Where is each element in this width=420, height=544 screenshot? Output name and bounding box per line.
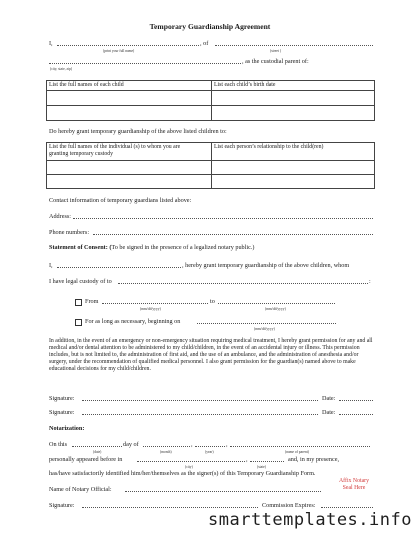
children-birthdate-header: List each child’s birth date	[212, 81, 375, 91]
notary-city-field[interactable]	[137, 456, 245, 462]
children-table	[46, 80, 375, 121]
document-page: Temporary Guardianship Agreement I, , of (print your full name) (street ) , as the custodial parent of: (city, state, zip) List the full names of each child List each child’s birth date Do hereby grant temporary guardianship of the above listed children to: List the full names of the individual (s) to whom you are granting temporary custody List each person’s relationship to the child(ren) Contact information of temporary guardians listed above: Address: Phone numbers: Statement of Consent: (To be signed in the presence of a legalized notary public.) I, , hereby grant temporary guardianship of the above children, whom I have legal custody of to : From to (mm/dd/yyyy) (mm/dd/yyyy) For as long as necessary, beginning on (mm/dd/yyyy) In addition, in the event of an emergency or non-emergency situation requiring medical treatment, I hereby grant permission for any and all medical and/or dental attention to be administered to my child/children, in the event of an accidental injury or illness. This permission includes, but is not limited to, the administration of first aid, and the use of an ambulance, and the administration of anesthesia and/or surgery, under the recommendation of qualified medical personnel. I also grant permission for the guardian(s) named above to make educational decisions for my child/children. Signature: Date: Signature: Date: Notarization: On this day of , , (date) (month) (year) (name of parent) personally appeared before in , and, in my presence, (city) (state) has/have satisfactorily identified him/her/themselves as the signer(s) of this Temporary Guardianship Form. Affix Notary Seal Here Name of Notary Official: Signature: Commission Expires: smarttemplates.info	[0, 0, 420, 544]
address-field[interactable]	[73, 213, 373, 219]
parent-name-field[interactable]	[230, 441, 370, 447]
notary-month-field[interactable]	[143, 441, 190, 447]
notary-year-field[interactable]	[195, 441, 225, 447]
children-table-cell[interactable]	[47, 91, 212, 106]
i-label: I,	[49, 40, 53, 47]
to-date-caption: (mm/dd/yyyy)	[265, 307, 286, 311]
custody-text: I have legal custody of to	[49, 278, 112, 285]
on-this-label: On this	[49, 441, 68, 448]
identified-text: has/have satisfactorily identified him/her/themselves as the signer(s) of this Temporary Guardianship Form.	[49, 470, 316, 477]
children-table-cell[interactable]	[47, 106, 212, 121]
as-long-label: For as long as necessary, beginning on	[85, 318, 181, 325]
full-name-caption: (print your full name)	[103, 49, 135, 53]
notarization-heading: Notarization:	[49, 425, 85, 432]
guardians-table-cell[interactable]	[47, 175, 212, 189]
month-caption: (month)	[160, 450, 172, 454]
phone-label: Phone numbers:	[49, 229, 90, 236]
address-label: Address:	[49, 213, 71, 220]
affix-notary-seal: Affix Notary Seal Here	[339, 478, 369, 491]
signature-field-1[interactable]	[82, 395, 318, 401]
guardians-table-cell[interactable]	[212, 175, 375, 189]
medical-consent-paragraph: In addition, in the event of an emergency or non-emergency situation requiring medical treatment, I hereby grant permission for any and all medical and/or dental attention to be administered to my child/children, in the event of an accidental injury or illness. This permission includes, but is not limited to, the administration of first aid, and the use of an ambulance, and the administration of anesthesia and/or surgery, under the recommendation of qualified medical personnel. I also grant permission for the guardian(s) named above to make educational decisions for my child/children.	[49, 338, 373, 373]
date-label-1: Date:	[322, 395, 336, 402]
presence-text: and, in my presence,	[288, 456, 340, 463]
date-field-2[interactable]	[339, 409, 373, 415]
contact-info-heading: Contact information of temporary guardians listed above:	[49, 197, 192, 204]
beginning-date-caption: (mm/dd/yyyy)	[254, 327, 275, 331]
year-caption: (year)	[205, 450, 214, 454]
notary-date-field[interactable]	[72, 441, 122, 447]
street-field[interactable]	[215, 40, 373, 46]
consent-grant-text: , hereby grant temporary guardianship of the above children, whom	[182, 262, 350, 269]
consent-name-field[interactable]	[57, 262, 181, 268]
state-caption: (state)	[257, 465, 266, 469]
notary-name-label: Name of Notary Official:	[49, 486, 112, 493]
city-state-zip-field[interactable]	[49, 58, 241, 64]
to-label: to	[210, 298, 215, 305]
personally-appeared-text: personally appeared before in	[49, 456, 123, 463]
grant-text: Do hereby grant temporary guardianship of the above listed children to:	[49, 128, 227, 135]
watermark-text: smarttemplates.info	[208, 510, 412, 530]
commission-expires-field[interactable]	[321, 502, 373, 508]
guardians-table	[46, 142, 375, 189]
consent-i-label: I,	[49, 262, 53, 269]
from-checkbox[interactable]	[75, 299, 82, 306]
children-table-cell[interactable]	[212, 106, 375, 121]
guardians-table-cell[interactable]	[212, 161, 375, 175]
guardians-relationship-header: List each person’s relationship to the child(ren)	[212, 143, 375, 161]
to-date-field[interactable]	[218, 298, 335, 304]
custody-field[interactable]	[118, 278, 368, 284]
signature-field-2[interactable]	[82, 409, 318, 415]
custodial-parent-text: , as the custodial parent of:	[242, 58, 309, 65]
parent-caption: (name of parent)	[285, 450, 309, 454]
date-label-2: Date:	[322, 409, 336, 416]
notary-name-field[interactable]	[125, 486, 321, 492]
date-field-1[interactable]	[339, 395, 373, 401]
from-date-caption: (mm/dd/yyyy)	[140, 307, 161, 311]
street-caption: (street )	[270, 49, 282, 53]
city-caption: (city)	[185, 465, 193, 469]
day-of-label: day of	[123, 441, 139, 448]
signature-label-2: Signature:	[49, 409, 75, 416]
commission-label: Commission Expires:	[262, 502, 316, 509]
as-long-checkbox[interactable]	[75, 319, 82, 326]
date-caption: (date)	[93, 450, 102, 454]
from-date-field[interactable]	[102, 298, 208, 304]
consent-heading: Statement of Consent: (To be signed in the presence of a legalized notary public.)	[49, 244, 255, 251]
beginning-date-field[interactable]	[197, 318, 336, 324]
guardians-name-header: List the full names of the individual (s) to whom you are granting temporary custody	[47, 143, 212, 161]
custody-colon: :	[369, 278, 371, 285]
notary-state-field[interactable]	[250, 456, 284, 462]
of-label: , of	[200, 40, 209, 47]
children-name-header: List the full names of each child	[47, 81, 212, 91]
full-name-field[interactable]	[57, 40, 199, 46]
city-state-zip-caption: (city, state, zip)	[50, 67, 73, 71]
children-table-cell[interactable]	[212, 91, 375, 106]
guardians-table-cell[interactable]	[47, 161, 212, 175]
notary-signature-field[interactable]	[82, 502, 258, 508]
signature-label-1: Signature:	[49, 395, 75, 402]
notary-signature-label: Signature:	[49, 502, 75, 509]
phone-field[interactable]	[93, 229, 373, 235]
from-label: From	[85, 298, 99, 305]
document-title: Temporary Guardianship Agreement	[149, 22, 271, 31]
